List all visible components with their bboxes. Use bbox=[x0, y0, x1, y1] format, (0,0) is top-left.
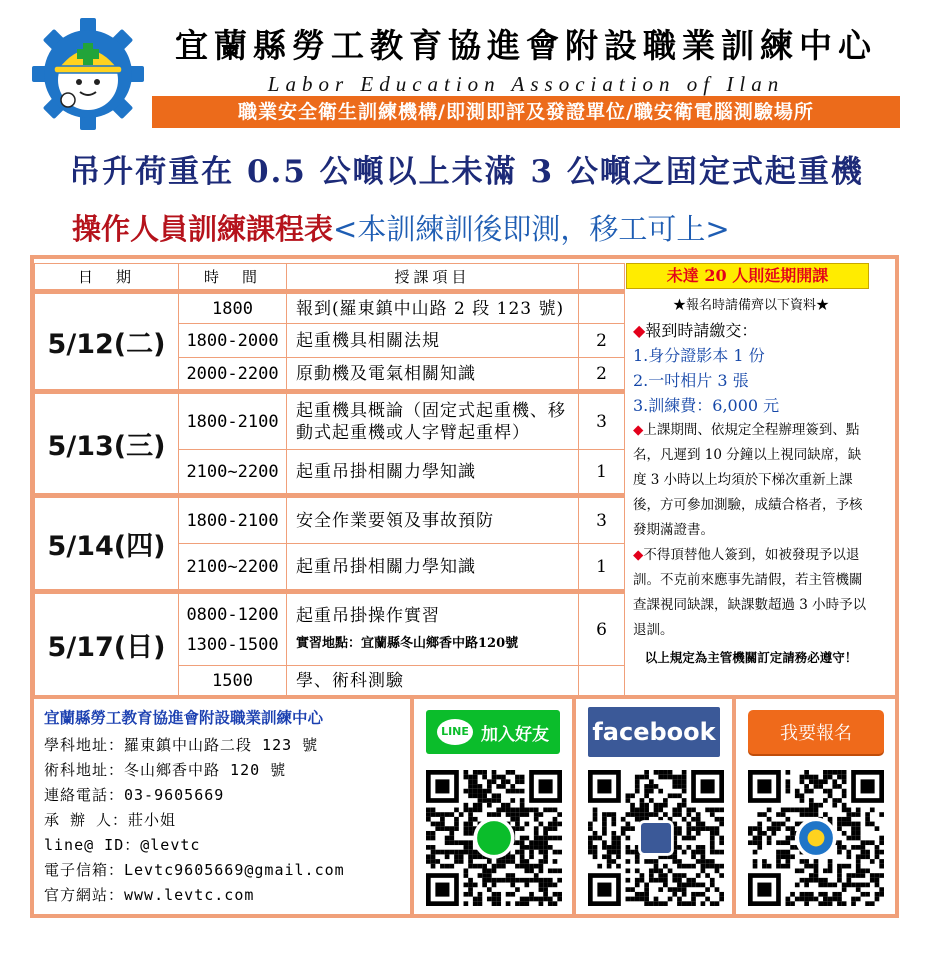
row-time: 2100~2200 bbox=[179, 544, 287, 590]
required-item: 3.訓練費：6,000 元 bbox=[633, 396, 780, 415]
org-name-english: Labor Education Association of Ilan bbox=[267, 72, 785, 96]
contact-line: 學科地址：羅東鎮中山路二段 123 號 bbox=[44, 736, 319, 754]
contact-line: 承 辦 人：莊小姐 bbox=[44, 811, 177, 829]
table-row bbox=[35, 594, 625, 666]
course-title: 吊升荷重在 0.5 公噸以上未滿 3 公噸之固定式起重機 bbox=[69, 154, 864, 190]
contact-line: 術科地址：冬山鄉香中路 120 號 bbox=[44, 761, 287, 779]
row-time-morning: 0800-1200 bbox=[186, 604, 279, 625]
header-date: 日 期 bbox=[35, 264, 179, 290]
row-hours: 3 bbox=[579, 498, 625, 544]
substitution-rule bbox=[633, 543, 869, 643]
line-icon: LINE bbox=[437, 719, 473, 745]
contact-line: line@ ID：@levtc bbox=[44, 836, 201, 854]
footer-column-divider bbox=[732, 699, 736, 918]
table-header-row bbox=[35, 264, 625, 290]
day-date: 5/17(日) bbox=[35, 594, 179, 696]
row-subject: 起重吊掛相關力學知識 bbox=[287, 544, 579, 590]
practice-location: 實習地點：宜蘭縣冬山鄉香中路120號 bbox=[296, 635, 519, 651]
register-button[interactable]: 我要報名 bbox=[748, 710, 884, 754]
row-hours: 3 bbox=[579, 394, 625, 450]
row-hours: 2 bbox=[579, 358, 625, 390]
org-subtitle-banner: 職業安全衛生訓練機構/即測即評及發證單位/職安衛電腦測驗場所 bbox=[152, 96, 900, 128]
row-hours bbox=[579, 294, 625, 324]
row-hours bbox=[579, 666, 625, 696]
row-time: 1500 bbox=[179, 666, 287, 696]
row-hours: 1 bbox=[579, 544, 625, 590]
gear-helmet-logo bbox=[30, 16, 146, 132]
contact-org-name: 宜蘭縣勞工教育協進會附設職業訓練中心 bbox=[44, 709, 324, 727]
facebook-button[interactable]: facebook bbox=[588, 707, 720, 757]
row-time: 1800 bbox=[179, 294, 287, 324]
contact-line: 官方網站：www.levtc.com bbox=[44, 886, 255, 904]
course-subtitle-red: 操作人員訓練課程表 bbox=[72, 212, 334, 246]
submit-title-line bbox=[633, 318, 869, 343]
contact-line: 電子信箱：Levtc9605669@gmail.com bbox=[44, 861, 345, 879]
minimum-enrollment-banner: 未達 20 人則延期開課 bbox=[626, 263, 869, 289]
substitution-rule-text: 不得頂替他人簽到，如被發現予以退訓。不克前來應事先請假，若主管機關查課視同缺課，缺課數超過 3 小時予以退訓。 bbox=[633, 547, 867, 638]
row-subject: 起重機具相關法規 bbox=[287, 324, 579, 358]
notice-intro: ★報名時請備齊以下資料★ bbox=[672, 298, 829, 313]
row-time bbox=[179, 594, 287, 666]
row-subject-text: 起重吊掛操作實習 bbox=[296, 605, 440, 626]
attendance-rule-text: 上課期間、依規定全程辦理簽到、點名，凡遲到 10 分鐘以上視同缺席，缺度 3 小時以上均須於下梯次重新上課後，方可參加測驗，成績合格者，予核發期滿證書。 bbox=[633, 422, 863, 538]
row-subject bbox=[287, 594, 579, 666]
row-subject: 起重吊掛相關力學知識 bbox=[287, 450, 579, 494]
required-item: 1.身分證影本 1 份 bbox=[633, 346, 765, 365]
row-subject: 報到(羅東鎮中山路 2 段 123 號) bbox=[287, 294, 579, 324]
diamond-icon: ◆ bbox=[633, 422, 644, 438]
table-row bbox=[35, 498, 625, 544]
row-hours: 1 bbox=[579, 450, 625, 494]
schedule-table bbox=[34, 263, 625, 696]
contact-line: 連絡電話：03-9605669 bbox=[44, 786, 225, 804]
submit-title: 報到時請繳交： bbox=[645, 321, 758, 340]
footer-column-divider bbox=[572, 699, 576, 918]
org-name-chinese: 宜蘭縣勞工教育協進會附設職業訓練中心 bbox=[175, 26, 877, 65]
facebook-qr-code[interactable] bbox=[588, 769, 724, 907]
row-time: 1800-2100 bbox=[179, 498, 287, 544]
row-time: 1800-2100 bbox=[179, 394, 287, 450]
course-subtitle bbox=[72, 207, 892, 248]
table-row bbox=[35, 294, 625, 324]
contact-info bbox=[44, 706, 404, 908]
day-date: 5/13(三) bbox=[35, 394, 179, 494]
line-qr-code[interactable] bbox=[426, 769, 562, 907]
diamond-icon: ◆ bbox=[633, 547, 644, 563]
row-subject: 安全作業要領及事故預防 bbox=[287, 498, 579, 544]
row-subject: 學、術科測驗 bbox=[287, 666, 579, 696]
footer-divider bbox=[34, 695, 896, 699]
line-add-friend-button[interactable] bbox=[426, 710, 560, 754]
row-time: 2100~2200 bbox=[179, 450, 287, 494]
course-subtitle-note: <本訓練訓後即測，移工可上> bbox=[333, 212, 730, 246]
row-hours: 6 bbox=[579, 594, 625, 666]
row-hours: 2 bbox=[579, 324, 625, 358]
footer-column-divider bbox=[410, 699, 414, 918]
row-subject: 原動機及電氣相關知識 bbox=[287, 358, 579, 390]
attendance-rule bbox=[633, 418, 869, 543]
line-button-label: 加入好友 bbox=[481, 724, 549, 745]
day-date: 5/14(四) bbox=[35, 498, 179, 590]
row-time-afternoon: 1300-1500 bbox=[186, 634, 279, 655]
header-subject: 授課項目 bbox=[287, 264, 579, 290]
diamond-icon: ◆ bbox=[633, 321, 646, 340]
header-hours bbox=[579, 264, 625, 290]
header-time: 時 間 bbox=[179, 264, 287, 290]
row-subject: 起重機具概論（固定式起重機、移動式起重機或人字臂起重桿） bbox=[287, 394, 579, 450]
row-time: 1800-2000 bbox=[179, 324, 287, 358]
required-item: 2.一吋相片 3 張 bbox=[633, 371, 749, 390]
registration-notice bbox=[633, 293, 869, 670]
register-qr-code[interactable] bbox=[748, 769, 884, 907]
table-row bbox=[35, 394, 625, 450]
row-time: 2000-2200 bbox=[179, 358, 287, 390]
day-date: 5/12(二) bbox=[35, 294, 179, 390]
notice-footer: 以上規定為主管機關訂定請務必遵守！ bbox=[644, 650, 858, 665]
